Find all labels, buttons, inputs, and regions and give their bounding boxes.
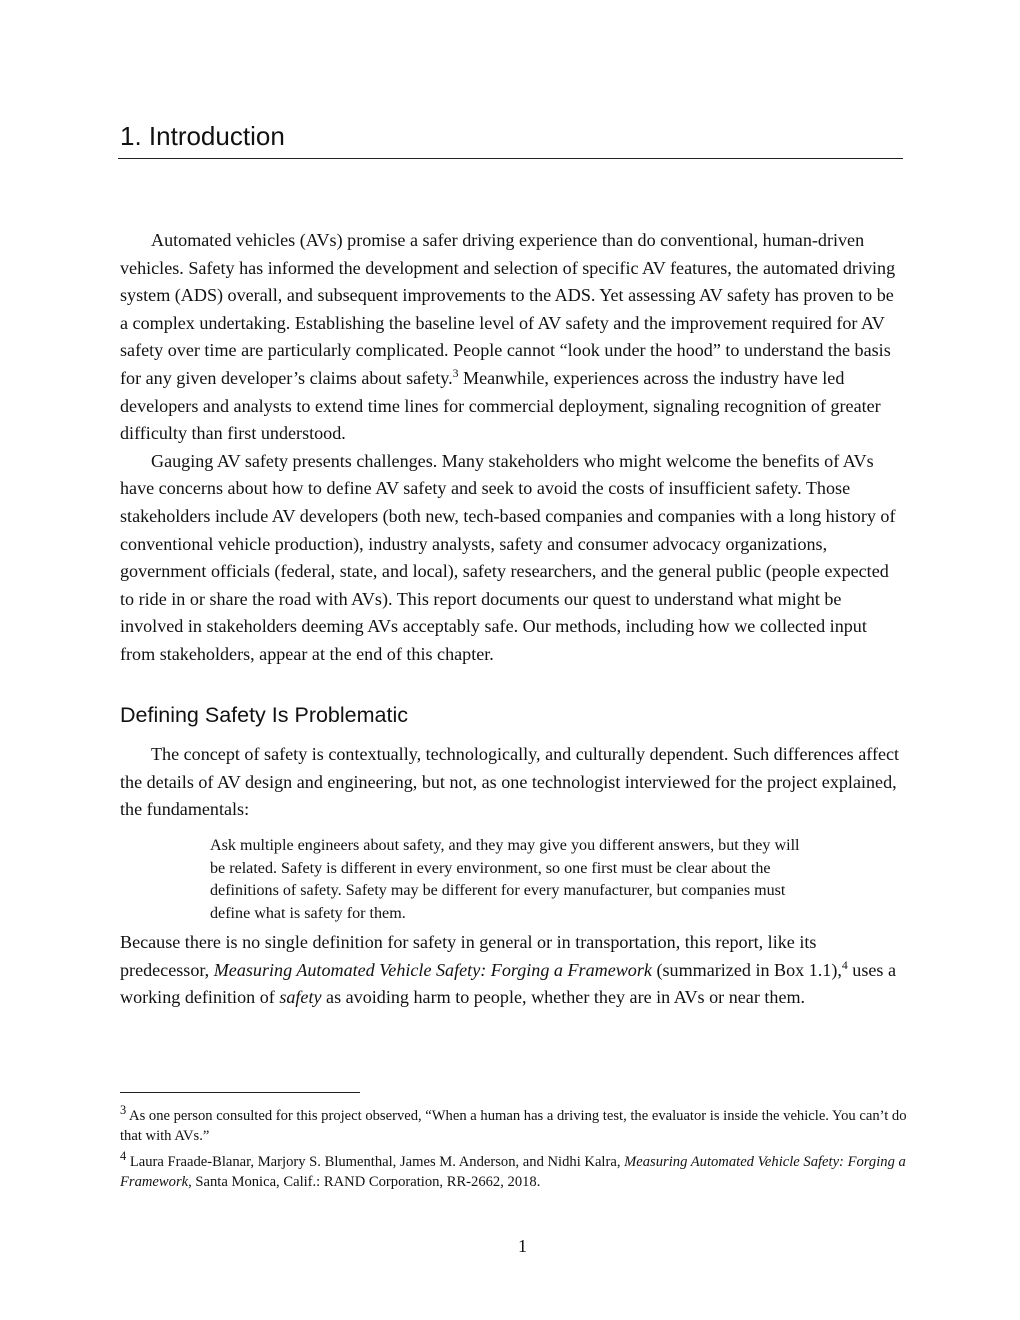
block-quote: Ask multiple engineers about safety, and they may give you different answers, but they will be related. Safety is different in every environment, so one first must be clear about the definitions of safety. Safety may be different for every manufacturer, but companies must define what is safety for them.: [210, 837, 800, 922]
section-heading: Defining Safety Is Problematic: [120, 703, 408, 727]
footnote-4-title: Measuring Automated Vehicle Safety: Forging a Framework: [120, 1154, 906, 1190]
defining-p2-part2: (summarized in Box 1.1),: [651, 959, 842, 980]
footnote-marker-4: 4: [120, 1149, 127, 1164]
footnote-ref-4[interactable]: 4: [841, 958, 848, 972]
defining-p2-part3: uses a working definition of: [120, 959, 897, 1008]
defining-p2-part4: as avoiding harm to people, whether they are in AVs or near them.: [321, 987, 806, 1008]
intro-p1-text: Automated vehicles (AVs) promise a safer driving experience than do conventional, human-driven vehicles. Safety has informed the development and selection of specific AV features, the automated driving system (ADS) overall, and subsequent improvements to the ADS. Yet assessing AV safety has proven to be a complex undertaking. Establishing the baseline level of AV safety and the improvement required for AV safety over time are particularly complicated. People cannot “look under the hood” to understand the basis for any given developer’s claims about safety.: [120, 230, 896, 388]
intro-paragraph-1: [120, 227, 905, 448]
footnote-4-authors: Laura Fraade-Blanar, Marjory S. Blumenthal, James M. Anderson, and Nidhi Kalra,: [126, 1154, 625, 1170]
footnote-rule: [120, 1092, 360, 1093]
defining-paragraph-1: The concept of safety is contextually, technologically, and culturally dependent. Such differences affect the details of AV design and engineering, but not, as one technologist interviewed for the project explained, the fundamentals:: [120, 744, 900, 820]
footnote-4: [120, 1149, 910, 1192]
footnotes: [120, 1103, 910, 1198]
footnote-3: [120, 1103, 910, 1146]
chapter-title: 1. Introduction: [120, 121, 285, 151]
defining-section: [120, 741, 905, 824]
defining-paragraph-2: [120, 929, 905, 1012]
defining-p2-part1: Because there is no single definition for safety in general or in transportation, this report, like its predecessor,: [120, 932, 817, 980]
definition-paragraph-block: [120, 929, 905, 1012]
footnote-3-text: As one person consulted for this project observed, “When a human has a driving test, the evaluator is inside the vehicle. You can’t do that with AVs.”: [120, 1108, 907, 1144]
intro-section: [120, 227, 905, 669]
footnote-marker-3: 3: [120, 1103, 127, 1118]
intro-p1-text-continued: Meanwhile, experiences across the industry have led developers and analysts to extend time lines for commercial deployment, signaling recognition of greater difficulty than first understood.: [120, 367, 881, 444]
footnote-4-rest: , Santa Monica, Calif.: RAND Corporation, RR-2662, 2018.: [188, 1174, 541, 1190]
intro-paragraph-2: Gauging AV safety presents challenges. Many stakeholders who might welcome the benefits of AVs have concerns about how to define AV safety and seek to avoid the costs of insufficient safety. Those stakeholders include AV developers (both new, tech-based companies and companies with a long history of conventional vehicle production), industry analysts, safety and consumer advocacy organizations, government officials (federal, state, and local), safety researchers, and the general public (people expected to ride in or share the road with AVs). This report documents our quest to understand what might be involved in stakeholders deeming AVs acceptably safe. Our methods, including how we collected input from stakeholders, appear at the end of this chapter.: [120, 450, 896, 664]
cited-report-title: Measuring Automated Vehicle Safety: Forging a Framework: [213, 959, 652, 980]
defined-term: safety: [279, 987, 322, 1008]
footnote-ref-3[interactable]: 3: [452, 366, 459, 380]
title-rule: [118, 158, 903, 159]
page-number: 1: [518, 1236, 527, 1256]
